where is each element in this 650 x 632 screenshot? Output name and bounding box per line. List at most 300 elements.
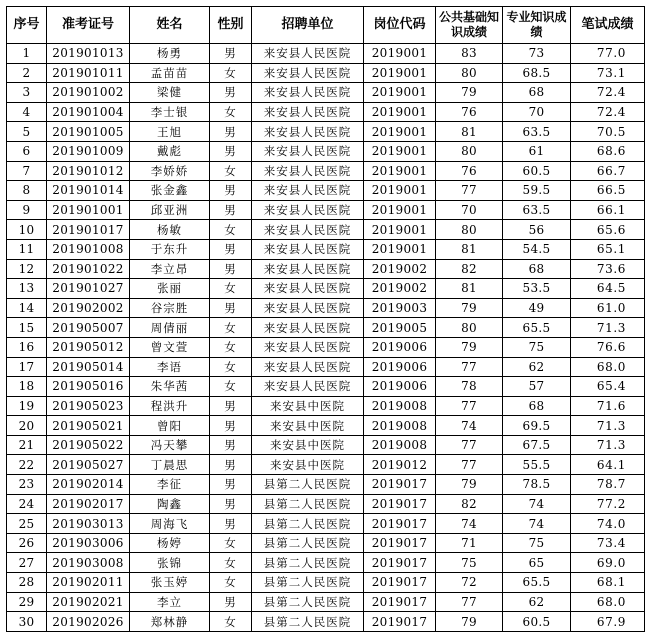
cell-professional-score: 70 bbox=[503, 102, 571, 122]
cell-exam-id: 201905007 bbox=[47, 318, 130, 338]
cell-gender: 女 bbox=[210, 318, 252, 338]
cell-written-score: 66.1 bbox=[571, 200, 645, 220]
cell-written-score: 73.1 bbox=[571, 63, 645, 83]
cell-gender: 女 bbox=[210, 63, 252, 83]
table-row bbox=[7, 475, 645, 495]
header-seq: 序号 bbox=[7, 7, 47, 44]
table-row bbox=[7, 298, 645, 318]
cell-employer: 来安县人民医院 bbox=[252, 181, 364, 201]
cell-post-code: 2019017 bbox=[364, 494, 436, 514]
cell-professional-score: 68 bbox=[503, 83, 571, 103]
cell-name: 杨婷 bbox=[130, 533, 210, 553]
table-row bbox=[7, 239, 645, 259]
cell-name: 李立 bbox=[130, 592, 210, 612]
cell-gender: 女 bbox=[210, 573, 252, 593]
cell-employer: 来安县人民医院 bbox=[252, 337, 364, 357]
cell-seq: 14 bbox=[7, 298, 47, 318]
cell-written-score: 73.6 bbox=[571, 259, 645, 279]
cell-written-score: 77.2 bbox=[571, 494, 645, 514]
cell-professional-score: 56 bbox=[503, 220, 571, 240]
cell-employer: 来安县人民医院 bbox=[252, 44, 364, 64]
cell-employer: 县第二人民医院 bbox=[252, 475, 364, 495]
cell-gender: 男 bbox=[210, 455, 252, 475]
cell-name: 周海飞 bbox=[130, 514, 210, 534]
cell-post-code: 2019001 bbox=[364, 220, 436, 240]
cell-public-score: 83 bbox=[436, 44, 503, 64]
cell-written-score: 71.3 bbox=[571, 435, 645, 455]
table-row bbox=[7, 200, 645, 220]
cell-gender: 男 bbox=[210, 259, 252, 279]
cell-exam-id: 201901008 bbox=[47, 239, 130, 259]
table-row bbox=[7, 220, 645, 240]
table-row bbox=[7, 102, 645, 122]
cell-post-code: 2019001 bbox=[364, 181, 436, 201]
cell-name: 李立昂 bbox=[130, 259, 210, 279]
cell-name: 李征 bbox=[130, 475, 210, 495]
cell-written-score: 77.0 bbox=[571, 44, 645, 64]
cell-post-code: 2019017 bbox=[364, 475, 436, 495]
cell-seq: 13 bbox=[7, 279, 47, 299]
cell-name: 张丽 bbox=[130, 279, 210, 299]
cell-professional-score: 63.5 bbox=[503, 200, 571, 220]
cell-professional-score: 67.5 bbox=[503, 435, 571, 455]
cell-written-score: 78.7 bbox=[571, 475, 645, 495]
cell-professional-score: 62 bbox=[503, 592, 571, 612]
cell-post-code: 2019017 bbox=[364, 612, 436, 632]
cell-seq: 16 bbox=[7, 337, 47, 357]
cell-professional-score: 61 bbox=[503, 141, 571, 161]
cell-public-score: 76 bbox=[436, 102, 503, 122]
cell-written-score: 70.5 bbox=[571, 122, 645, 142]
cell-written-score: 73.4 bbox=[571, 533, 645, 553]
cell-written-score: 71.6 bbox=[571, 396, 645, 416]
cell-exam-id: 201905014 bbox=[47, 357, 130, 377]
cell-name: 曾阳 bbox=[130, 416, 210, 436]
header-written-score: 笔试成绩 bbox=[571, 7, 645, 44]
cell-seq: 6 bbox=[7, 141, 47, 161]
cell-exam-id: 201905016 bbox=[47, 377, 130, 397]
table-row bbox=[7, 494, 645, 514]
table-body bbox=[7, 44, 645, 632]
cell-public-score: 82 bbox=[436, 494, 503, 514]
score-table bbox=[6, 6, 645, 632]
cell-written-score: 65.4 bbox=[571, 377, 645, 397]
cell-name: 陶鑫 bbox=[130, 494, 210, 514]
cell-gender: 女 bbox=[210, 220, 252, 240]
cell-post-code: 2019017 bbox=[364, 553, 436, 573]
cell-seq: 20 bbox=[7, 416, 47, 436]
cell-post-code: 2019001 bbox=[364, 239, 436, 259]
cell-written-score: 66.5 bbox=[571, 181, 645, 201]
cell-gender: 男 bbox=[210, 416, 252, 436]
cell-professional-score: 60.5 bbox=[503, 161, 571, 181]
cell-public-score: 81 bbox=[436, 239, 503, 259]
cell-seq: 25 bbox=[7, 514, 47, 534]
cell-name: 朱华茜 bbox=[130, 377, 210, 397]
cell-gender: 男 bbox=[210, 592, 252, 612]
cell-gender: 女 bbox=[210, 279, 252, 299]
cell-exam-id: 201901005 bbox=[47, 122, 130, 142]
table-row bbox=[7, 318, 645, 338]
cell-employer: 来安县人民医院 bbox=[252, 377, 364, 397]
cell-public-score: 77 bbox=[436, 435, 503, 455]
cell-exam-id: 201905027 bbox=[47, 455, 130, 475]
cell-public-score: 78 bbox=[436, 377, 503, 397]
cell-employer: 县第二人民医院 bbox=[252, 592, 364, 612]
cell-professional-score: 68 bbox=[503, 396, 571, 416]
cell-public-score: 74 bbox=[436, 514, 503, 534]
header-post-code: 岗位代码 bbox=[364, 7, 436, 44]
cell-seq: 9 bbox=[7, 200, 47, 220]
cell-seq: 21 bbox=[7, 435, 47, 455]
cell-name: 杨勇 bbox=[130, 44, 210, 64]
cell-post-code: 2019003 bbox=[364, 298, 436, 318]
cell-written-score: 66.7 bbox=[571, 161, 645, 181]
table-row bbox=[7, 161, 645, 181]
cell-public-score: 79 bbox=[436, 83, 503, 103]
cell-exam-id: 201903008 bbox=[47, 553, 130, 573]
cell-employer: 来安县人民医院 bbox=[252, 279, 364, 299]
cell-written-score: 76.6 bbox=[571, 337, 645, 357]
cell-public-score: 77 bbox=[436, 357, 503, 377]
cell-professional-score: 53.5 bbox=[503, 279, 571, 299]
cell-public-score: 77 bbox=[436, 396, 503, 416]
cell-public-score: 80 bbox=[436, 220, 503, 240]
cell-name: 冯天攀 bbox=[130, 435, 210, 455]
cell-seq: 8 bbox=[7, 181, 47, 201]
cell-public-score: 71 bbox=[436, 533, 503, 553]
cell-post-code: 2019017 bbox=[364, 573, 436, 593]
cell-employer: 来安县中医院 bbox=[252, 455, 364, 475]
cell-employer: 县第二人民医院 bbox=[252, 514, 364, 534]
cell-gender: 女 bbox=[210, 377, 252, 397]
cell-written-score: 67.9 bbox=[571, 612, 645, 632]
cell-seq: 28 bbox=[7, 573, 47, 593]
cell-gender: 男 bbox=[210, 298, 252, 318]
cell-gender: 男 bbox=[210, 122, 252, 142]
cell-name: 张玉婷 bbox=[130, 573, 210, 593]
header-name: 姓名 bbox=[130, 7, 210, 44]
cell-seq: 23 bbox=[7, 475, 47, 495]
cell-professional-score: 65 bbox=[503, 553, 571, 573]
cell-written-score: 74.0 bbox=[571, 514, 645, 534]
cell-name: 于东升 bbox=[130, 239, 210, 259]
cell-post-code: 2019001 bbox=[364, 44, 436, 64]
cell-gender: 男 bbox=[210, 396, 252, 416]
cell-post-code: 2019006 bbox=[364, 337, 436, 357]
table-row bbox=[7, 455, 645, 475]
table-row bbox=[7, 279, 645, 299]
cell-written-score: 71.3 bbox=[571, 416, 645, 436]
cell-post-code: 2019002 bbox=[364, 279, 436, 299]
table-row bbox=[7, 612, 645, 632]
cell-name: 曾文萱 bbox=[130, 337, 210, 357]
cell-gender: 男 bbox=[210, 141, 252, 161]
cell-public-score: 79 bbox=[436, 298, 503, 318]
cell-employer: 来安县人民医院 bbox=[252, 161, 364, 181]
cell-post-code: 2019006 bbox=[364, 377, 436, 397]
cell-professional-score: 68.5 bbox=[503, 63, 571, 83]
cell-gender: 女 bbox=[210, 102, 252, 122]
cell-exam-id: 201902002 bbox=[47, 298, 130, 318]
cell-employer: 来安县人民医院 bbox=[252, 357, 364, 377]
cell-exam-id: 201905012 bbox=[47, 337, 130, 357]
cell-gender: 男 bbox=[210, 83, 252, 103]
cell-seq: 27 bbox=[7, 553, 47, 573]
table-row bbox=[7, 377, 645, 397]
cell-written-score: 68.0 bbox=[571, 592, 645, 612]
cell-seq: 3 bbox=[7, 83, 47, 103]
cell-exam-id: 201901014 bbox=[47, 181, 130, 201]
cell-gender: 女 bbox=[210, 357, 252, 377]
cell-exam-id: 201902026 bbox=[47, 612, 130, 632]
table-row bbox=[7, 592, 645, 612]
table-row bbox=[7, 533, 645, 553]
cell-employer: 来安县人民医院 bbox=[252, 220, 364, 240]
cell-professional-score: 69.5 bbox=[503, 416, 571, 436]
cell-post-code: 2019017 bbox=[364, 514, 436, 534]
table-row bbox=[7, 337, 645, 357]
cell-gender: 男 bbox=[210, 181, 252, 201]
cell-professional-score: 78.5 bbox=[503, 475, 571, 495]
cell-post-code: 2019001 bbox=[364, 122, 436, 142]
cell-exam-id: 201901004 bbox=[47, 102, 130, 122]
header-employer: 招聘单位 bbox=[252, 7, 364, 44]
cell-seq: 7 bbox=[7, 161, 47, 181]
cell-written-score: 61.0 bbox=[571, 298, 645, 318]
cell-exam-id: 201905022 bbox=[47, 435, 130, 455]
cell-employer: 来安县人民医院 bbox=[252, 200, 364, 220]
cell-name: 程洪升 bbox=[130, 396, 210, 416]
cell-written-score: 72.4 bbox=[571, 83, 645, 103]
cell-employer: 来安县人民医院 bbox=[252, 259, 364, 279]
cell-public-score: 80 bbox=[436, 318, 503, 338]
cell-exam-id: 201901002 bbox=[47, 83, 130, 103]
cell-name: 谷宗胜 bbox=[130, 298, 210, 318]
cell-employer: 来安县人民医院 bbox=[252, 122, 364, 142]
cell-written-score: 71.3 bbox=[571, 318, 645, 338]
cell-public-score: 74 bbox=[436, 416, 503, 436]
cell-exam-id: 201902021 bbox=[47, 592, 130, 612]
cell-name: 戴彪 bbox=[130, 141, 210, 161]
cell-post-code: 2019008 bbox=[364, 416, 436, 436]
cell-name: 郑林静 bbox=[130, 612, 210, 632]
cell-public-score: 79 bbox=[436, 337, 503, 357]
cell-professional-score: 54.5 bbox=[503, 239, 571, 259]
cell-name: 张锦 bbox=[130, 553, 210, 573]
table-row bbox=[7, 514, 645, 534]
table-row bbox=[7, 573, 645, 593]
cell-professional-score: 65.5 bbox=[503, 573, 571, 593]
cell-employer: 县第二人民医院 bbox=[252, 494, 364, 514]
cell-public-score: 79 bbox=[436, 475, 503, 495]
cell-post-code: 2019001 bbox=[364, 102, 436, 122]
table-row bbox=[7, 416, 645, 436]
cell-public-score: 81 bbox=[436, 279, 503, 299]
cell-name: 杨敏 bbox=[130, 220, 210, 240]
cell-post-code: 2019017 bbox=[364, 533, 436, 553]
cell-employer: 来安县人民医院 bbox=[252, 318, 364, 338]
cell-written-score: 65.6 bbox=[571, 220, 645, 240]
cell-seq: 30 bbox=[7, 612, 47, 632]
cell-seq: 18 bbox=[7, 377, 47, 397]
cell-employer: 来安县人民医院 bbox=[252, 83, 364, 103]
cell-exam-id: 201901001 bbox=[47, 200, 130, 220]
table-row bbox=[7, 259, 645, 279]
cell-gender: 女 bbox=[210, 553, 252, 573]
cell-name: 梁健 bbox=[130, 83, 210, 103]
cell-written-score: 69.0 bbox=[571, 553, 645, 573]
cell-written-score: 65.1 bbox=[571, 239, 645, 259]
cell-professional-score: 57 bbox=[503, 377, 571, 397]
cell-exam-id: 201901012 bbox=[47, 161, 130, 181]
cell-exam-id: 201902014 bbox=[47, 475, 130, 495]
cell-exam-id: 201905023 bbox=[47, 396, 130, 416]
cell-name: 李士银 bbox=[130, 102, 210, 122]
cell-gender: 女 bbox=[210, 533, 252, 553]
cell-professional-score: 74 bbox=[503, 514, 571, 534]
cell-exam-id: 201901017 bbox=[47, 220, 130, 240]
cell-seq: 5 bbox=[7, 122, 47, 142]
cell-public-score: 82 bbox=[436, 259, 503, 279]
cell-seq: 26 bbox=[7, 533, 47, 553]
cell-gender: 女 bbox=[210, 612, 252, 632]
cell-post-code: 2019008 bbox=[364, 435, 436, 455]
cell-name: 丁晨思 bbox=[130, 455, 210, 475]
cell-professional-score: 60.5 bbox=[503, 612, 571, 632]
cell-professional-score: 75 bbox=[503, 337, 571, 357]
cell-professional-score: 63.5 bbox=[503, 122, 571, 142]
table-row bbox=[7, 44, 645, 64]
cell-exam-id: 201902017 bbox=[47, 494, 130, 514]
table-row bbox=[7, 553, 645, 573]
cell-gender: 男 bbox=[210, 44, 252, 64]
cell-post-code: 2019017 bbox=[364, 592, 436, 612]
cell-gender: 男 bbox=[210, 435, 252, 455]
cell-seq: 10 bbox=[7, 220, 47, 240]
cell-written-score: 72.4 bbox=[571, 102, 645, 122]
cell-exam-id: 201902011 bbox=[47, 573, 130, 593]
table-row bbox=[7, 141, 645, 161]
cell-employer: 来安县人民医院 bbox=[252, 102, 364, 122]
header-gender: 性别 bbox=[210, 7, 252, 44]
cell-professional-score: 74 bbox=[503, 494, 571, 514]
cell-employer: 县第二人民医院 bbox=[252, 533, 364, 553]
cell-post-code: 2019001 bbox=[364, 200, 436, 220]
cell-gender: 男 bbox=[210, 514, 252, 534]
table-row bbox=[7, 435, 645, 455]
cell-exam-id: 201901011 bbox=[47, 63, 130, 83]
cell-professional-score: 59.5 bbox=[503, 181, 571, 201]
cell-public-score: 80 bbox=[436, 63, 503, 83]
cell-post-code: 2019006 bbox=[364, 357, 436, 377]
cell-name: 孟苗苗 bbox=[130, 63, 210, 83]
cell-employer: 来安县中医院 bbox=[252, 396, 364, 416]
score-table-container bbox=[6, 6, 644, 632]
cell-name: 李语 bbox=[130, 357, 210, 377]
header-public-score: 公共基础知识成绩 bbox=[436, 7, 503, 44]
cell-employer: 来安县人民医院 bbox=[252, 141, 364, 161]
cell-gender: 女 bbox=[210, 161, 252, 181]
table-row bbox=[7, 396, 645, 416]
table-row bbox=[7, 122, 645, 142]
cell-public-score: 80 bbox=[436, 141, 503, 161]
table-row bbox=[7, 357, 645, 377]
cell-post-code: 2019001 bbox=[364, 63, 436, 83]
table-row bbox=[7, 181, 645, 201]
cell-public-score: 79 bbox=[436, 612, 503, 632]
cell-gender: 男 bbox=[210, 239, 252, 259]
cell-public-score: 76 bbox=[436, 161, 503, 181]
cell-name: 周倩丽 bbox=[130, 318, 210, 338]
cell-post-code: 2019001 bbox=[364, 161, 436, 181]
cell-exam-id: 201901013 bbox=[47, 44, 130, 64]
table-row bbox=[7, 83, 645, 103]
cell-professional-score: 65.5 bbox=[503, 318, 571, 338]
cell-professional-score: 75 bbox=[503, 533, 571, 553]
cell-seq: 2 bbox=[7, 63, 47, 83]
cell-employer: 县第二人民医院 bbox=[252, 573, 364, 593]
cell-employer: 来安县人民医院 bbox=[252, 298, 364, 318]
cell-seq: 1 bbox=[7, 44, 47, 64]
cell-professional-score: 55.5 bbox=[503, 455, 571, 475]
cell-employer: 县第二人民医院 bbox=[252, 612, 364, 632]
cell-exam-id: 201903013 bbox=[47, 514, 130, 534]
cell-seq: 24 bbox=[7, 494, 47, 514]
cell-employer: 来安县中医院 bbox=[252, 416, 364, 436]
cell-professional-score: 68 bbox=[503, 259, 571, 279]
cell-exam-id: 201903006 bbox=[47, 533, 130, 553]
cell-seq: 15 bbox=[7, 318, 47, 338]
cell-seq: 29 bbox=[7, 592, 47, 612]
cell-post-code: 2019001 bbox=[364, 83, 436, 103]
cell-employer: 县第二人民医院 bbox=[252, 553, 364, 573]
cell-public-score: 72 bbox=[436, 573, 503, 593]
cell-gender: 男 bbox=[210, 475, 252, 495]
cell-public-score: 81 bbox=[436, 122, 503, 142]
cell-gender: 女 bbox=[210, 337, 252, 357]
cell-written-score: 68.6 bbox=[571, 141, 645, 161]
cell-professional-score: 73 bbox=[503, 44, 571, 64]
cell-post-code: 2019002 bbox=[364, 259, 436, 279]
cell-written-score: 64.1 bbox=[571, 455, 645, 475]
cell-gender: 男 bbox=[210, 200, 252, 220]
cell-name: 李娇娇 bbox=[130, 161, 210, 181]
cell-written-score: 68.1 bbox=[571, 573, 645, 593]
header-exam-id: 准考证号 bbox=[47, 7, 130, 44]
cell-seq: 12 bbox=[7, 259, 47, 279]
cell-name: 张金鑫 bbox=[130, 181, 210, 201]
cell-professional-score: 62 bbox=[503, 357, 571, 377]
cell-post-code: 2019012 bbox=[364, 455, 436, 475]
cell-professional-score: 49 bbox=[503, 298, 571, 318]
cell-public-score: 77 bbox=[436, 455, 503, 475]
cell-written-score: 64.5 bbox=[571, 279, 645, 299]
cell-employer: 来安县人民医院 bbox=[252, 63, 364, 83]
cell-seq: 22 bbox=[7, 455, 47, 475]
cell-seq: 11 bbox=[7, 239, 47, 259]
cell-exam-id: 201905021 bbox=[47, 416, 130, 436]
cell-name: 王旭 bbox=[130, 122, 210, 142]
cell-seq: 4 bbox=[7, 102, 47, 122]
cell-post-code: 2019008 bbox=[364, 396, 436, 416]
cell-exam-id: 201901022 bbox=[47, 259, 130, 279]
cell-employer: 来安县中医院 bbox=[252, 435, 364, 455]
cell-post-code: 2019001 bbox=[364, 141, 436, 161]
header-row bbox=[7, 7, 645, 44]
cell-gender: 男 bbox=[210, 494, 252, 514]
table-row bbox=[7, 63, 645, 83]
